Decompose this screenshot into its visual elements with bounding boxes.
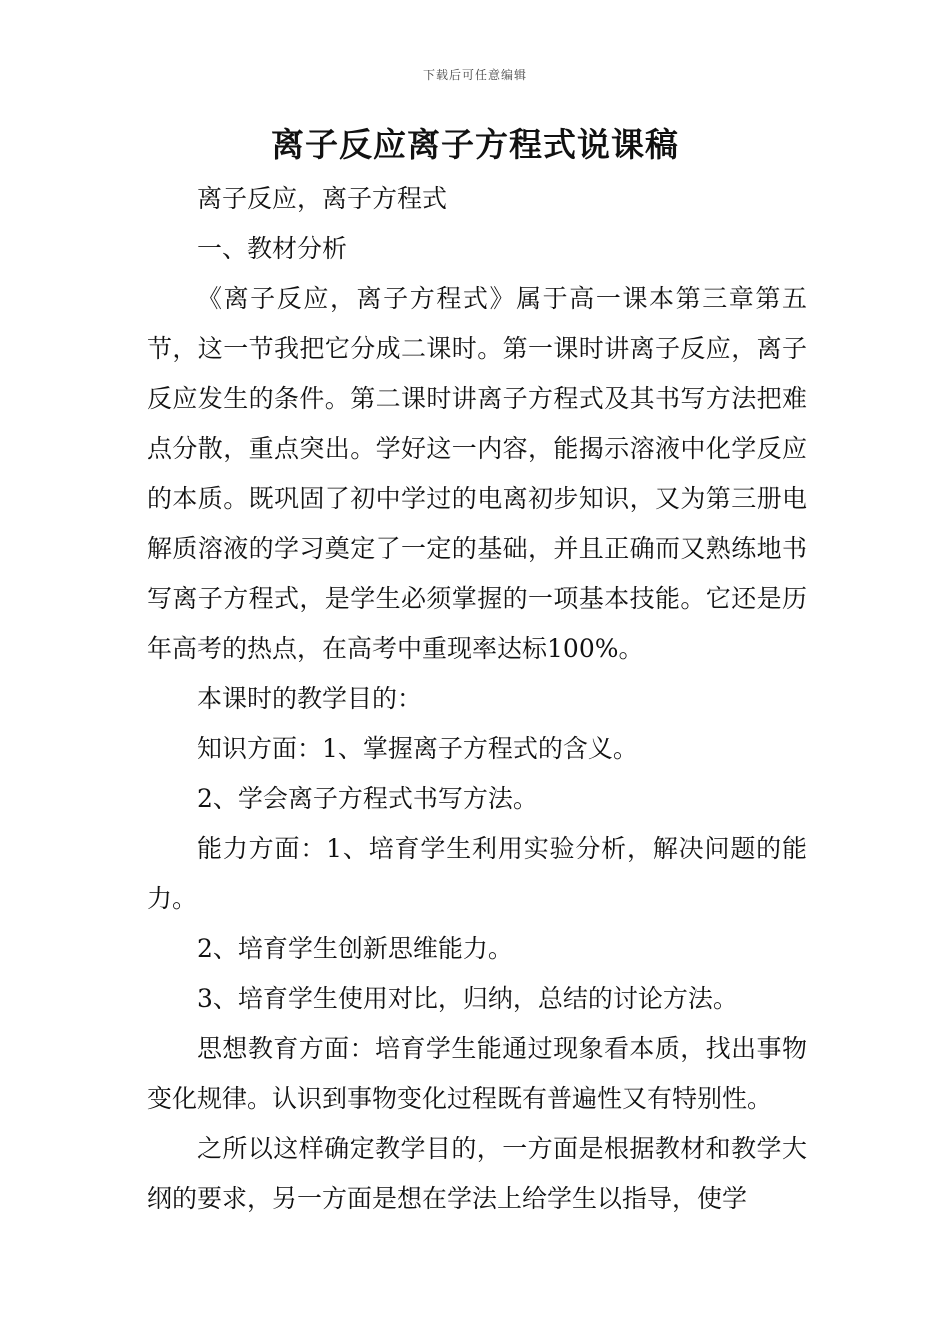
paragraph: 2、学会离子方程式书写方法。 [197, 784, 538, 813]
document-body [147, 174, 807, 1224]
header-note: 下载后可任意编辑 [422, 68, 527, 82]
paragraph: 离子反应，离子方程式 [197, 184, 448, 213]
section-heading: 一、教材分析 [197, 234, 348, 263]
paragraph: 思想教育方面：培育学生能通过现象看本质，找出事物变化规律。认识到事物变化过程既有普遍性又有特别性。 [147, 1034, 807, 1113]
document-title: 离子反应离子方程式说课稿 [271, 125, 679, 164]
paragraph: 本课时的教学目的： [197, 684, 423, 713]
paragraph: 《离子反应，离子方程式》属于高一课本第三章第五节，这一节我把它分成二课时。第一课时讲离子反应，离子反应发生的条件。第二课时讲离子方程式及其书写方法把难点分散，重点突出。学好这一内容，能揭示溶液中化学反应的本质。既巩固了初中学过的电离初步知识，又为第三册电解质溶液的学习奠定了一定的基础，并且正确而又熟练地书写离子方程式，是学生必须掌握的一项基本技能。它还是历年高考的热点，在高考中重现率达标100%。 [147, 284, 807, 663]
paragraph: 3、培育学生使用对比，归纳，总结的讨论方法。 [197, 984, 738, 1013]
paragraph: 之所以这样确定教学目的，一方面是根据教材和教学大纲的要求，另一方面是想在学法上给学生以指导，使学 [147, 1134, 807, 1213]
paragraph: 知识方面：1、掌握离子方程式的含义。 [197, 734, 638, 763]
paragraph: 2、培育学生创新思维能力。 [197, 934, 513, 963]
paragraph: 能力方面：1、培育学生利用实验分析，解决问题的能力。 [147, 834, 807, 913]
